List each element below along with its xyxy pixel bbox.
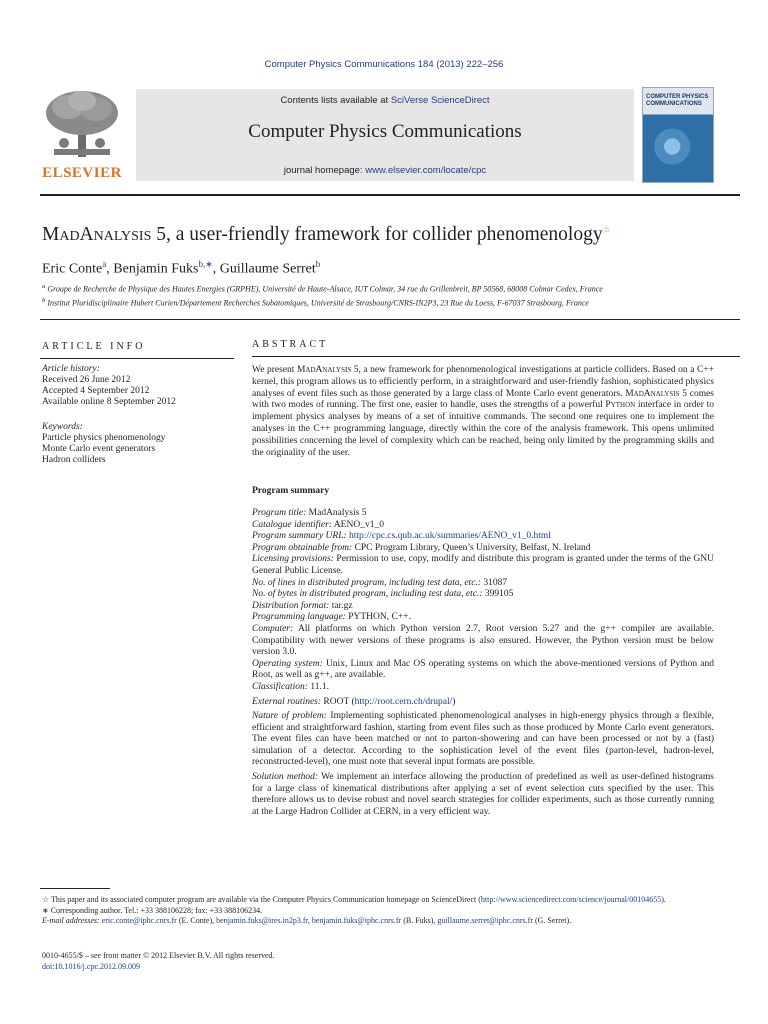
affiliation-b bbox=[42, 297, 732, 308]
homepage-prefix: journal homepage: bbox=[283, 165, 366, 176]
field-label: Licensing provisions: bbox=[252, 554, 334, 565]
sciencedirect-link[interactable]: SciVerse ScienceDirect bbox=[390, 95, 490, 106]
email-owner: (G. Serret). bbox=[532, 916, 572, 925]
email-link[interactable]: benjamin.fuks@ires.in2p3.fr bbox=[216, 916, 308, 925]
keywords bbox=[42, 422, 232, 466]
footnote-divider bbox=[40, 888, 110, 889]
abstract-text: 5 comes with two modes of running. The first one, easier to handle, uses the strengths of a powerful bbox=[252, 388, 714, 411]
program-name: MadAnalysis bbox=[625, 388, 680, 399]
doi-link[interactable]: doi:10.1016/j.cpc.2012.09.009 bbox=[42, 961, 140, 971]
summary-field bbox=[252, 531, 714, 543]
history-received: Received 26 June 2012 bbox=[42, 375, 131, 385]
history-online: Available online 8 September 2012 bbox=[42, 397, 176, 407]
title-text: 5, a user-friendly framework for collider phenomenology bbox=[151, 224, 603, 245]
author-separator: , bbox=[106, 261, 114, 277]
issn-copyright: 0010-4655/$ – see front matter © 2012 Elsevier B.V. All rights reserved. bbox=[42, 951, 275, 960]
summary-field bbox=[252, 508, 714, 520]
field-value: ROOT ( bbox=[321, 696, 355, 707]
abstract-text: 5, a new framework for phenomenological investigations at particle colliders. Based on a C++ kernel, this program allows us to efficiently perform, in a straightforward and user-friendly fashion, sophisticated physics analyses of event files such as those generated by a large class of Monte Carlo event generators. bbox=[252, 365, 715, 399]
field-label: Nature of problem: bbox=[252, 711, 327, 722]
header-divider bbox=[40, 194, 740, 196]
field-label: No. of bytes in distributed program, including test data, etc.: bbox=[252, 589, 483, 600]
keyword-item: Monte Carlo event generators bbox=[42, 444, 156, 454]
email-owner: , bbox=[307, 916, 312, 925]
field-value: Implementing sophisticated phenomenological analyses in high-energy physics through a flexible, efficient and straightforward fashion, starting from event files such as those produced by Monte Carlo event generators. The event files can have been matched or not to parton-showering and can have been processed or not by a (fast) simulation of a detector. According to the sophistication level of the event files (parton-level, hadron-level, reconstructed-level), one must note that several input formats are possible. bbox=[252, 711, 715, 768]
root-link[interactable]: http://root.cern.ch/drupal/ bbox=[354, 696, 453, 707]
author-name: Eric Conte bbox=[42, 261, 103, 277]
article-history bbox=[42, 364, 232, 408]
tree-icon bbox=[40, 87, 124, 163]
elsevier-wordmark: ELSEVIER bbox=[42, 165, 122, 181]
title-footnote-mark[interactable]: ☆ bbox=[602, 224, 611, 235]
keyword-item: Particle physics phenomenology bbox=[42, 433, 166, 443]
field-label: Solution method: bbox=[252, 772, 319, 783]
field-value: 11.1. bbox=[307, 681, 329, 692]
abstract-text: interface in order to implement physics analyses by means of a set of intuitive commands. The second one requires one to implement the analyses in the C++ programming language, directly within the core of the analysis framework. This opens unlimited possibilities concerning the level of complexity which can be reached, being only limited by the programming skills and the originality of the user. bbox=[252, 400, 714, 458]
footnote-star bbox=[42, 895, 718, 906]
python-name: Python bbox=[605, 400, 636, 411]
journal-name: Computer Physics Communications bbox=[248, 121, 522, 142]
footnote-mark: ∗ bbox=[42, 905, 49, 915]
summary-field bbox=[252, 554, 714, 577]
footnote-text: ). bbox=[661, 895, 666, 904]
author-name: Benjamin Fuks bbox=[113, 261, 199, 277]
abstract-body bbox=[252, 365, 714, 459]
field-value: 31087 bbox=[480, 577, 508, 588]
field-value: CPC Program Library, Queen’s University, Belfast, N. Ireland bbox=[352, 542, 591, 553]
contents-availability bbox=[136, 95, 634, 106]
field-label: Computer: bbox=[252, 623, 294, 634]
footnotes bbox=[42, 895, 718, 927]
affiliation-a bbox=[42, 283, 732, 294]
program-summary bbox=[252, 508, 714, 818]
field-label: Classification: bbox=[252, 681, 308, 692]
author-separator: , bbox=[212, 261, 220, 277]
field-label: Program summary URL: bbox=[252, 531, 347, 542]
affiliation-text: Institut Pluridisciplinaire Hubert Curien/Département Recherches Subatomiques, Université de Strasbourg/CNRS-IN2P3, 23 Rue du Loess, F-67037 Strasbourg, France bbox=[47, 298, 589, 308]
history-label: Article history: bbox=[42, 364, 100, 374]
article-title bbox=[42, 224, 742, 246]
summary-field bbox=[252, 772, 714, 818]
affiliation-text: Groupe de Recherche de Physique des Hautes Energies (GRPHE), Université de Haute-Alsace, IUT Colmar, 34 rue du Grillenbreit, BP 50568, 68008 Colmar Cedex, France bbox=[47, 284, 603, 294]
program-summary-heading: Program summary bbox=[252, 486, 330, 496]
cover-title: COMPUTER PHYSICS COMMUNICATIONS bbox=[646, 94, 709, 107]
field-label: Operating system: bbox=[252, 658, 323, 669]
summary-field bbox=[252, 589, 714, 601]
footnote-text: This paper and its associated computer program are available via the Computer Physics Communication homepage on ScienceDirect ( bbox=[49, 895, 481, 904]
contents-prefix: Contents lists available at bbox=[280, 95, 391, 106]
author-affiliation-mark[interactable]: b bbox=[315, 259, 321, 269]
abstract-divider bbox=[252, 356, 740, 357]
author-affiliation-mark[interactable]: b,∗ bbox=[198, 259, 213, 269]
author-name: Guillaume Serret bbox=[219, 261, 316, 277]
footnote-text: Corresponding author. Tel.: +33 388106228; fax: +33 388106234. bbox=[48, 905, 263, 915]
email-link[interactable]: guillaume.serret@iphc.cnrs.fr bbox=[437, 916, 533, 925]
field-value: All platforms on which Python version 2.7, Root version 5.27 and the g++ compiler are available. Compatibility with newer versions of these programs is also ensured. However, the Python version must be below version 3.0. bbox=[252, 623, 714, 658]
title-program-name: MadAnalysis bbox=[42, 224, 152, 245]
email-link[interactable]: benjamin.fuks@iphc.cnrs.fr bbox=[311, 916, 402, 925]
article-info-divider bbox=[40, 358, 234, 359]
field-label: Program obtainable from: bbox=[252, 542, 353, 553]
cover-artwork bbox=[649, 124, 707, 174]
field-label: Distribution format: bbox=[252, 600, 330, 611]
summary-field bbox=[252, 697, 714, 709]
summary-field bbox=[252, 624, 714, 659]
summary-field bbox=[252, 601, 714, 613]
keywords-label: Keywords: bbox=[42, 422, 83, 432]
summary-field bbox=[252, 578, 714, 590]
email-label: E-mail addresses: bbox=[42, 916, 100, 925]
authors-divider bbox=[40, 319, 740, 320]
journal-masthead bbox=[40, 87, 730, 187]
field-value: PYTHON, C++. bbox=[345, 612, 411, 623]
summary-field bbox=[252, 520, 714, 532]
sciencedirect-journal-link[interactable]: http://www.sciencedirect.com/science/journal/00104655 bbox=[480, 895, 662, 904]
email-owner: (E. Conte), bbox=[176, 916, 217, 925]
keyword-item: Hadron colliders bbox=[42, 455, 106, 465]
elsevier-tree-logo bbox=[40, 87, 124, 187]
footnote-emails bbox=[42, 916, 718, 927]
summary-field bbox=[252, 682, 714, 694]
journal-cover-thumbnail[interactable] bbox=[642, 87, 714, 183]
field-label: No. of lines in distributed program, including test data, etc.: bbox=[252, 577, 481, 588]
field-value: MadAnalysis 5 bbox=[306, 508, 367, 518]
summary-field bbox=[252, 711, 714, 769]
email-owner: (B. Fuks), bbox=[401, 916, 438, 925]
field-value: Unix, Linux and Mac OS operating systems on which the above-mentioned versions of Python and Root, as well as g++, are available. bbox=[252, 658, 714, 681]
abstract-heading: ABSTRACT bbox=[252, 339, 329, 350]
abstract-text: We present bbox=[252, 365, 297, 375]
field-value: 399105 bbox=[482, 589, 514, 600]
footnote-corresponding bbox=[42, 906, 718, 917]
field-value: We implement an interface allowing the production of predefined as well as user-defined histograms for a large class of kinematical distributions after applying a set of event selection cuts specified by the user. This therefore allows us to devise robust and novel search strategies for collider experiments, such as those currently running at the Large Hadron Collider at CERN, in a very efficient way. bbox=[252, 772, 714, 817]
history-accepted: Accepted 4 September 2012 bbox=[42, 386, 150, 396]
summary-url-link[interactable]: http://cpc.cs.qub.ac.uk/summaries/AENO_v1_0.html bbox=[346, 531, 551, 542]
author-list bbox=[42, 259, 320, 278]
summary-field bbox=[252, 612, 714, 624]
email-link[interactable]: eric.conte@iphc.cnrs.fr bbox=[101, 916, 177, 925]
journal-reference[interactable]: Computer Physics Communications 184 (2013) 222–256 bbox=[264, 59, 504, 70]
field-value: tar.gz bbox=[329, 600, 353, 611]
journal-homepage bbox=[136, 165, 634, 176]
summary-field bbox=[252, 543, 714, 555]
program-name: MadAnalysis bbox=[296, 365, 352, 375]
field-value: ) bbox=[452, 696, 456, 707]
field-label: Program title: bbox=[252, 508, 307, 518]
field-label: Catalogue identifier: bbox=[252, 519, 332, 530]
field-label: Programming language: bbox=[252, 612, 346, 623]
field-label: External routines: bbox=[252, 696, 322, 707]
field-value: AENO_v1_0 bbox=[331, 519, 384, 530]
field-value: Permission to use, copy, modify and distribute this program is granted under the terms of the GNU General Public License. bbox=[252, 554, 714, 576]
article-info-heading: ARTICLE INFO bbox=[42, 341, 146, 352]
summary-field bbox=[252, 659, 714, 682]
author-affiliation-mark[interactable]: a bbox=[102, 259, 107, 269]
front-matter bbox=[42, 951, 442, 972]
affiliation-label: b bbox=[42, 297, 46, 304]
masthead-banner bbox=[136, 89, 634, 181]
affiliation-label: a bbox=[42, 283, 46, 290]
homepage-link[interactable]: www.elsevier.com/locate/cpc bbox=[365, 165, 487, 176]
footnote-mark: ☆ bbox=[42, 895, 50, 904]
